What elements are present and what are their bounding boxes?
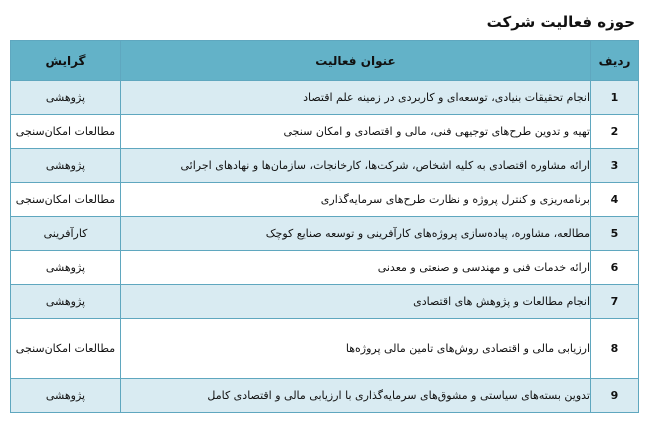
row-number: 9 — [591, 379, 639, 413]
row-number: 7 — [591, 285, 639, 319]
table-row — [11, 217, 639, 251]
activity-field: مطالعات امکان‌سنجی — [11, 319, 121, 379]
row-number: 4 — [591, 183, 639, 217]
header-activity-title: عنوان فعالیت — [121, 41, 591, 81]
table-row — [11, 319, 639, 379]
activity-field: پژوهشی — [11, 81, 121, 115]
table-row — [11, 379, 639, 413]
activity-title: انجام تحقیقات بنیادی، توسعه‌ای و کاربردی در زمینه علم اقتصاد — [121, 81, 591, 115]
activity-field: پژوهشی — [11, 251, 121, 285]
activity-title: تهیه و تدوین طرح‌های توجیهی فنی، مالی و اقتصادی و امکان سنجی — [121, 115, 591, 149]
page-title: حوزه فعالیت شرکت — [486, 13, 635, 31]
activity-field: پژوهشی — [11, 149, 121, 183]
row-number: 6 — [591, 251, 639, 285]
row-number: 3 — [591, 149, 639, 183]
row-number: 8 — [591, 319, 639, 379]
row-number: 5 — [591, 217, 639, 251]
table-row — [11, 115, 639, 149]
activity-title: ارائه مشاوره اقتصادی به کلیه اشخاص، شرکت‌ها، کارخانجات، سازمان‌ها و نهادهای اجرائی — [121, 149, 591, 183]
header-row-number: ردیف — [591, 41, 639, 81]
activity-field: کارآفرینی — [11, 217, 121, 251]
activity-title: ارائه خدمات فنی و مهندسی و صنعتی و معدنی — [121, 251, 591, 285]
activity-title: تدوین بسته‌های سیاستی و مشوق‌های سرمایه‌گذاری با ارزیابی مالی و اقتصادی کامل — [121, 379, 591, 413]
table-header-row — [11, 41, 639, 81]
activity-field: پژوهشی — [11, 379, 121, 413]
activity-title: ارزیابی مالی و اقتصادی روش‌های تامین مالی پروژه‌ها — [121, 319, 591, 379]
table-row — [11, 149, 639, 183]
activity-field: مطالعات امکان‌سنجی — [11, 183, 121, 217]
activity-field: پژوهشی — [11, 285, 121, 319]
activity-table — [10, 40, 639, 413]
table-row — [11, 81, 639, 115]
table-row — [11, 183, 639, 217]
activity-title: انجام مطالعات و پژوهش های اقتصادی — [121, 285, 591, 319]
activity-field: مطالعات امکان‌سنجی — [11, 115, 121, 149]
header-field: گرایش — [11, 41, 121, 81]
row-number: 1 — [591, 81, 639, 115]
table-row — [11, 285, 639, 319]
table-row — [11, 251, 639, 285]
row-number: 2 — [591, 115, 639, 149]
activity-title: برنامه‌ریزی و کنترل پروژه و نظارت طرح‌های سرمایه‌گذاری — [121, 183, 591, 217]
activity-title: مطالعه، مشاوره، پیاده‌سازی پروژه‌های کارآفرینی و توسعه صنایع کوچک — [121, 217, 591, 251]
